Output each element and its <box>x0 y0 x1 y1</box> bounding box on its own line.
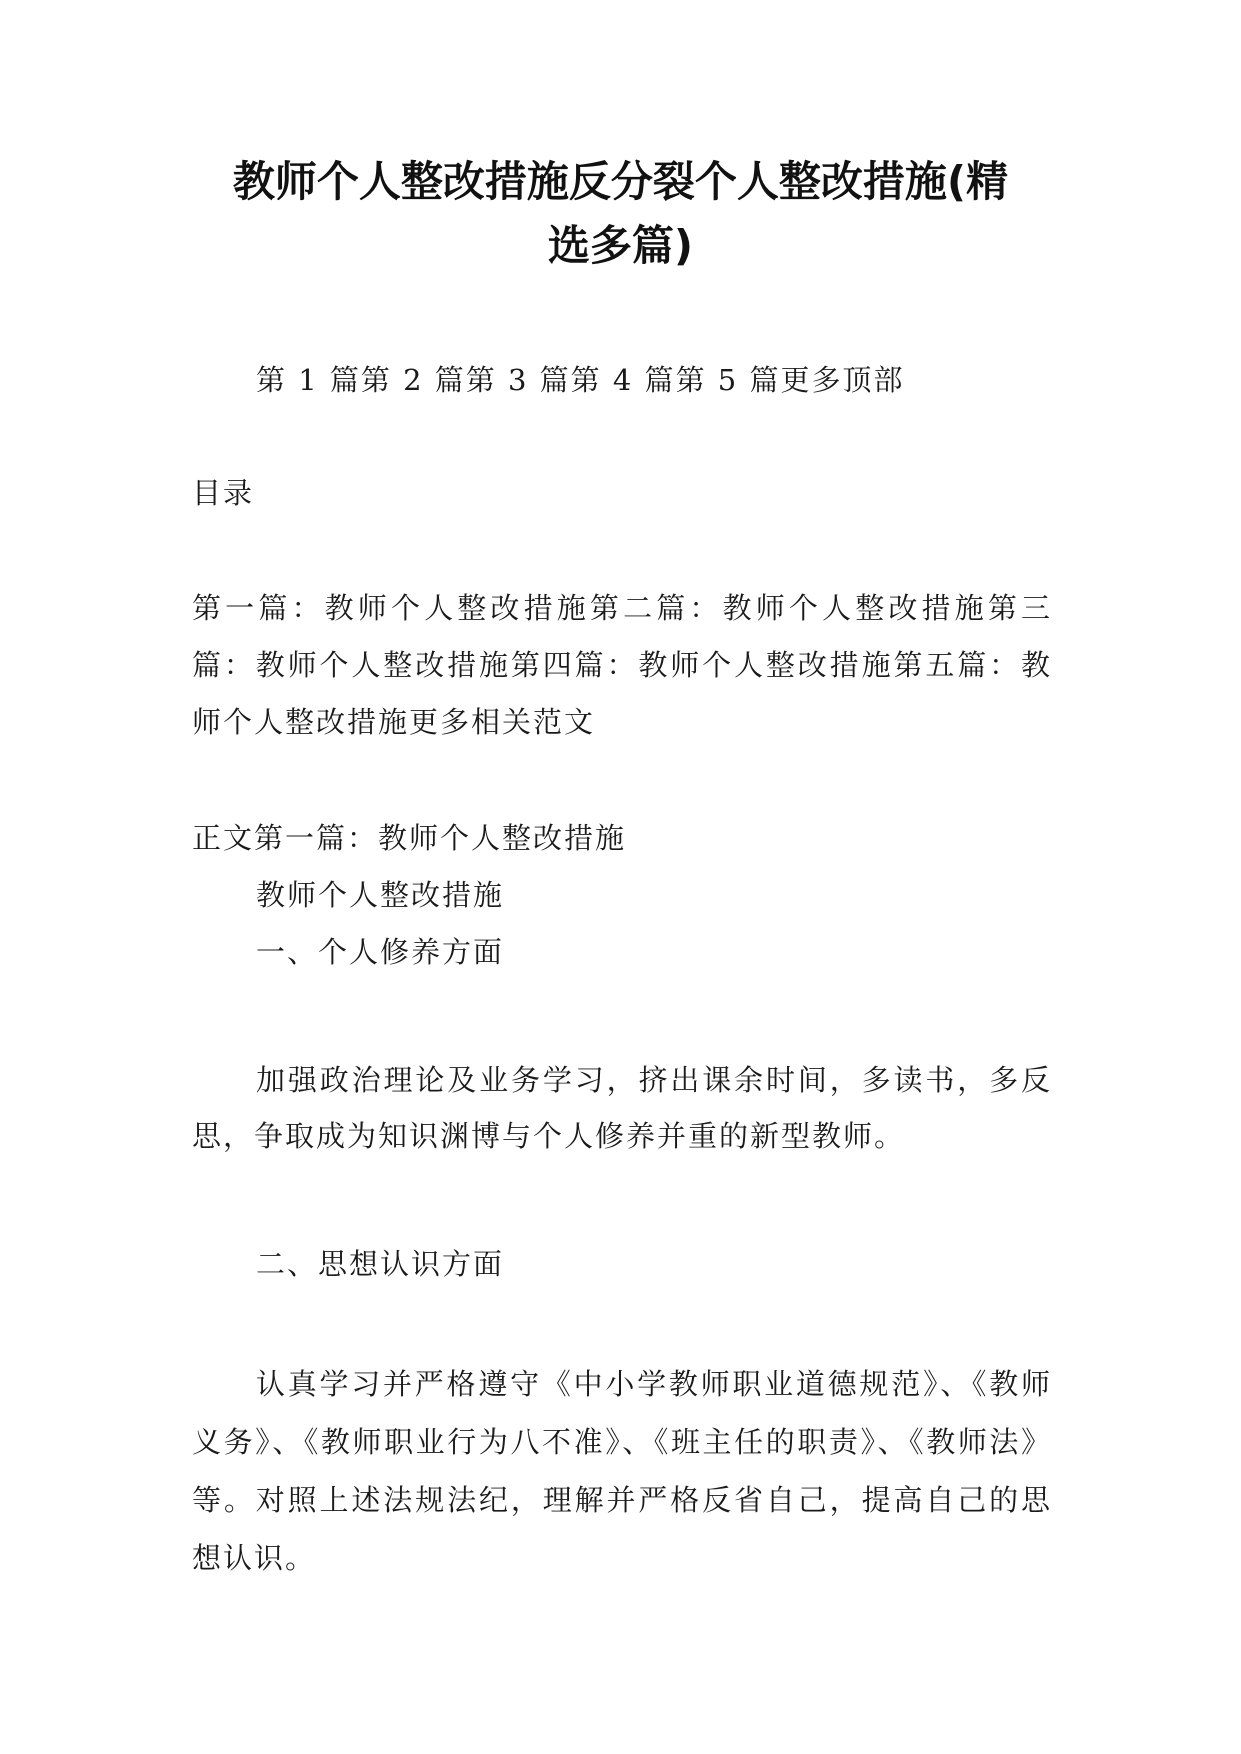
section-2-paragraph: 认真学习并严格遵守《中小学教师职业道德规范》、《教师义务》、《教师职业行为八不准》、《班主任的职责》、《教师法》等。对照上述法规法纪，理解并严格反省自己，提高自己的思想认识。 <box>192 1367 1052 1575</box>
section-2-heading: 二、思想认识方面 <box>256 1247 505 1281</box>
toc-entries[interactable]: 第一篇：教师个人整改措施第二篇：教师个人整改措施第三篇：教师个人整改措施第四篇：教师个人整改措施第五篇：教师个人整改措施更多相关范文 <box>192 591 1052 739</box>
toc-label: 目录 <box>192 476 255 510</box>
nav-link-part-4[interactable]: 第 4 篇 <box>570 363 676 397</box>
section-nav <box>256 352 1056 408</box>
title-line-1: 教师个人整改措施反分裂个人整改措施(精 <box>232 157 1009 206</box>
nav-link-part-3[interactable]: 第 3 篇 <box>465 363 571 397</box>
nav-link-part-5[interactable]: 第 5 篇 <box>675 363 781 397</box>
section-1-paragraph: 加强政治理论及业务学习，挤出课余时间，多读书，多反思，争取成为知识渊博与个人修养并重的新型教师。 <box>192 1063 1052 1153</box>
body-heading: 正文第一篇：教师个人整改措施 <box>192 821 627 855</box>
nav-link-top[interactable]: 顶部 <box>842 363 905 397</box>
nav-link-more[interactable]: 更多 <box>780 363 843 397</box>
document-title <box>150 150 1091 278</box>
nav-link-part-1[interactable]: 第 1 篇 <box>256 363 361 397</box>
nav-link-part-2[interactable]: 第 2 篇 <box>360 363 466 397</box>
section-1-heading: 一、个人修养方面 <box>256 935 505 969</box>
title-line-2: 选多篇) <box>547 221 694 270</box>
body-subheading: 教师个人整改措施 <box>256 878 505 912</box>
